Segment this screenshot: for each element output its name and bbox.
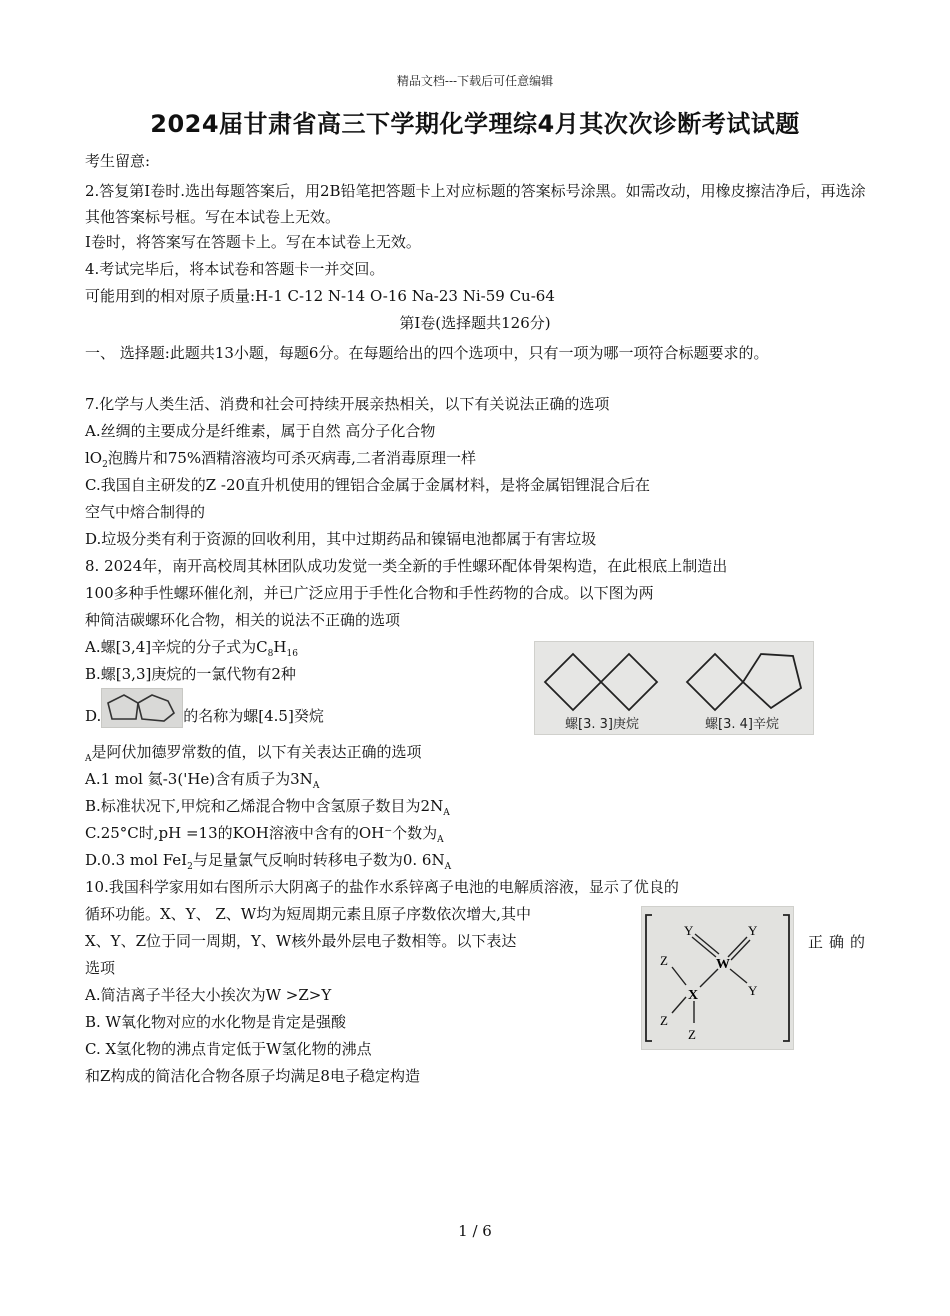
q10-option-b: B. W氧化物对应的水化物是肯定是强酸 — [85, 1013, 346, 1031]
section-title: 第I卷(选择题共126分) — [399, 314, 551, 332]
atom-w: W — [716, 957, 730, 972]
q8-option-b: B.螺[3,3]庚烷的一氯代物有2种 — [85, 665, 296, 683]
q10-stem-line3: X、Y、Z位于同一周期，Y、W核外最外层电子数相等。以下表达 — [85, 932, 517, 950]
q10-option-d: 和Z构成的简洁化合物各原子均满足8电子稳定构造 — [85, 1067, 420, 1085]
header-note: 精品文档---下载后可任意编辑 — [396, 74, 554, 88]
part-one-intro: 一、 选择题:此题共13小题，每题6分。在每题给出的四个选项中，只有一项为哪一项符合标题要求的。 — [85, 344, 769, 362]
notice-item-2: 2.答复第I卷时.选出每题答案后，用2B铅笔把答题卡上对应标题的答案标号涂黑。如需改动，用橡皮擦洁净后，再选涂其他答案标号框。写在本试卷上无效。 — [85, 182, 866, 226]
atom-z-1: Z — [660, 953, 668, 968]
atom-y-1: Y — [684, 923, 694, 938]
anion-structure-figure — [641, 906, 794, 1050]
atom-z-3: Z — [688, 1027, 696, 1042]
atom-y-3: Y — [748, 983, 758, 998]
q9-option-d: D.0.3 mol FeI$_2$与足量氯气反响时转移电子数为0. $6N_A$ — [85, 851, 452, 872]
notice-heading: 考生留意: — [85, 152, 151, 170]
atom-z-2: Z — [660, 1013, 668, 1028]
q7-option-c-line1: C.我国自主研发的Z -20直升机使用的锂铝合金属于金属材料，是将金属铝锂混合后在 — [85, 476, 651, 494]
q10-stem-line3-right: 正确的 — [808, 933, 872, 951]
q9-option-b: B.标准状况下,甲烷和乙烯混合物中含氢原子数目为$2N_A$ — [85, 797, 450, 818]
spiro-decane-figure — [101, 688, 183, 728]
q9-stem: $_A$是阿伏加德罗常数的值，以下有关表达正确的选项 — [85, 743, 422, 764]
q8-option-a: A.螺[3,4]辛烷的分子式为$C_8H_{16}$ — [85, 638, 298, 659]
q7-option-c-line2: 空气中熔合制得的 — [85, 503, 206, 521]
q7-option-b: $lO_2$泡腾片和75%酒精溶液均可杀灭病毒,二者消毒原理一样 — [85, 449, 476, 470]
q10-stem-line2: 循环功能。X、Y、 Z、W均为短周期元素且原子序数依次增大,其中 — [85, 905, 531, 923]
q7-option-d: D.垃圾分类有利于资源的回收利用，其中过期药品和镍镉电池都属于有害垃圾 — [85, 530, 597, 548]
page-title: 2024届甘肃省高三下学期化学理综4月其次次诊断考试试题 — [150, 110, 800, 138]
q8-stem-line1: 8. 2024年，南开高校周其林团队成功发觉一类全新的手性螺环配体骨架构造，在此根底上制造出 — [85, 557, 728, 575]
q9-option-c: C.25°C时,pH =13的KOH溶液中含有的OH⁻个数为$_A$ — [85, 824, 444, 845]
atomic-mass-line: 可能用到的相对原子质量:H-1 C-12 N-14 O-16 Na-23 Ni-59 Cu-64 — [85, 287, 555, 305]
page-number: 1 / 6 — [458, 1222, 492, 1240]
figure-caption-left: 螺[3. 3]庚烷 — [565, 717, 639, 732]
notice-item-4: 4.考试完毕后，将本试卷和答题卡一并交回。 — [85, 260, 385, 278]
q7-option-a: A.丝绸的主要成分是纤维素，属于自然 高分子化合物 — [85, 422, 436, 440]
q8-stem-line2: 100多种手性螺环催化剂，并已广泛应用于手性化合物和手性药物的合成。以下图为两 — [85, 584, 654, 602]
q8-option-d: D. 的名称为螺[4.5]癸烷 — [85, 706, 324, 728]
spiro-compounds-figure — [534, 641, 814, 735]
q10-option-c: C. X氢化物的沸点肯定低于W氢化物的沸点 — [85, 1040, 372, 1058]
atom-y-2: Y — [748, 923, 758, 938]
q9-option-a: A.1 mol 氦-3('He)含有质子为$3N_A$ — [85, 770, 320, 791]
q7-stem: 7.化学与人类生活、消费和社会可持续开展亲热相关，以下有关说法正确的选项 — [85, 395, 610, 413]
q10-stem-line4: 选项 — [85, 959, 116, 977]
q8-stem-line3: 种简洁碳螺环化合物，相关的说法不正确的选项 — [85, 611, 401, 629]
q10-option-a: A.简洁离子半径大小挨次为W >Z>Y — [85, 986, 332, 1004]
q10-stem-line1: 10.我国科学家用如右图所示大阴离子的盐作水系锌离子电池的电解质溶液，显示了优良的 — [85, 878, 679, 896]
figure-caption-right: 螺[3. 4]辛烷 — [705, 717, 779, 732]
atom-x: X — [688, 988, 699, 1003]
notice-item-3: I卷时，将答案写在答题卡上。写在本试卷上无效。 — [85, 233, 421, 251]
